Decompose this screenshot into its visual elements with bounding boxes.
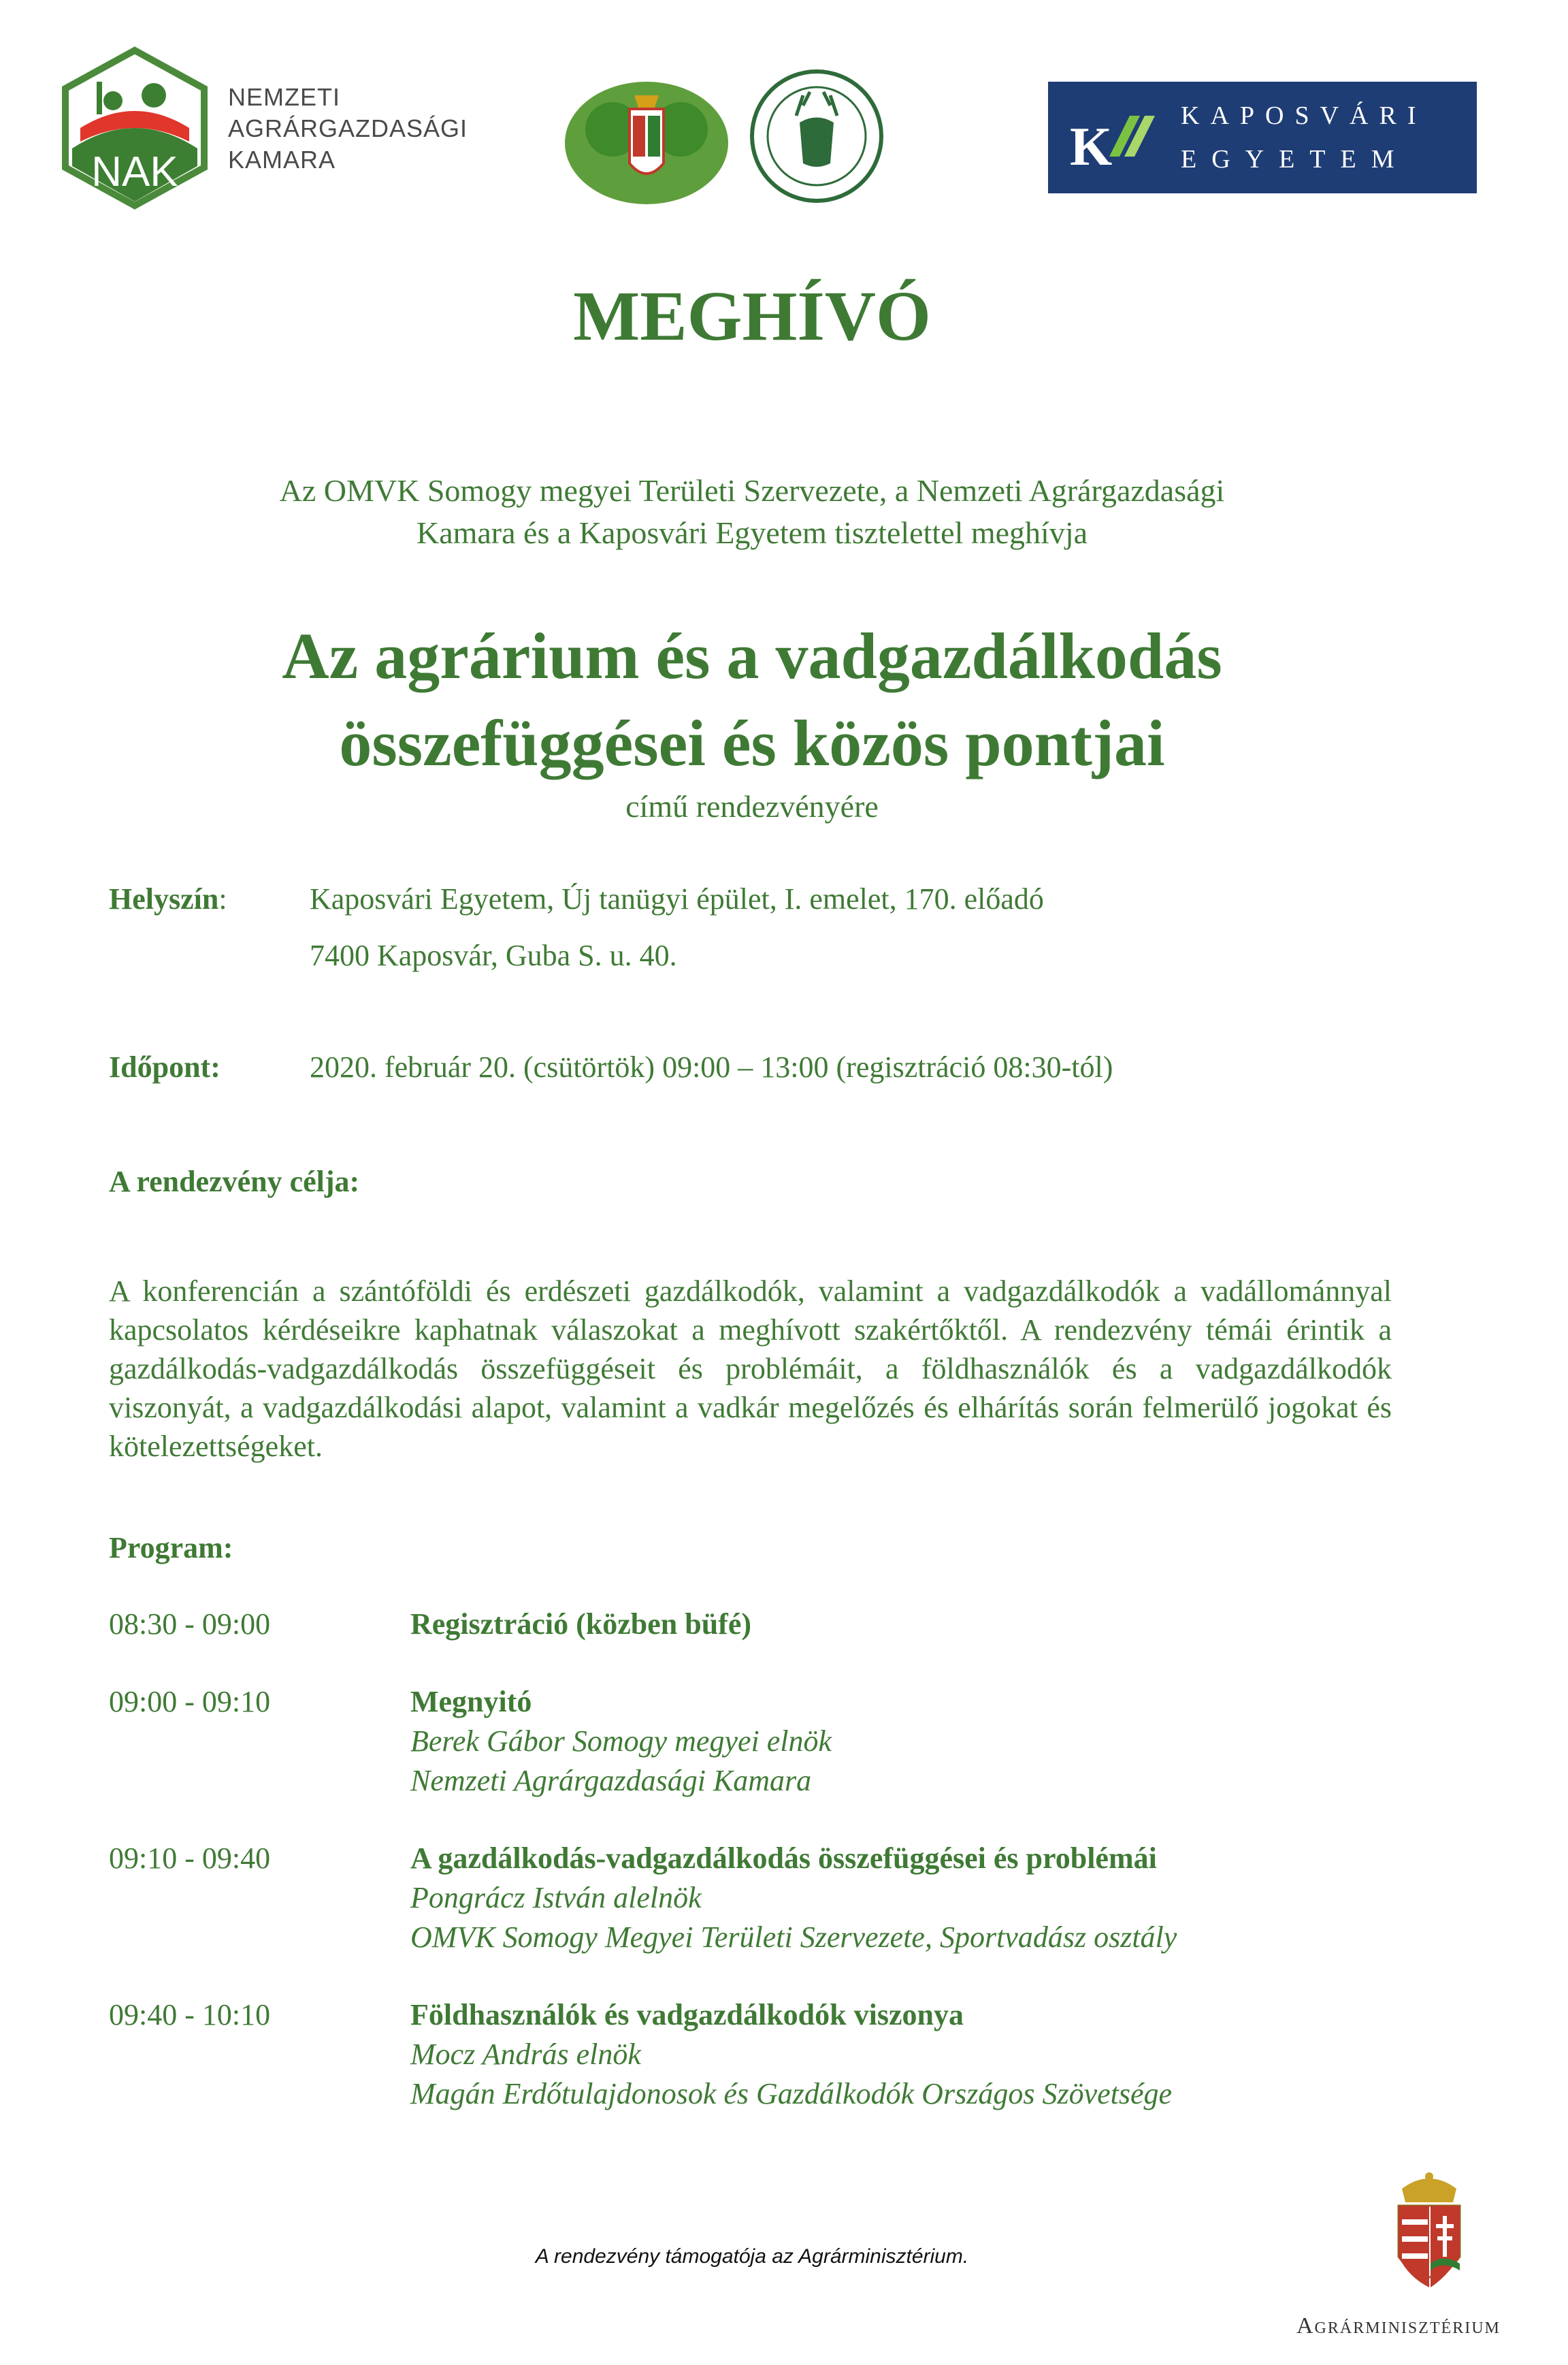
program-organization: Magán Erdőtulajdonosok és Gazdálkodók Országos Szövetsége [410, 2077, 1173, 2110]
event-title [0, 613, 1504, 787]
program-time: 08:30 - 09:00 [109, 1607, 271, 1641]
ministry-name: Agrárminisztérium [1296, 2313, 1501, 2338]
description-paragraph: A konferencián a szántóföldi és erdészeti gazdálkodók, valamint a vadgazdálkodók a vadállománnyal kapcsolatos kérdéseikre kaphatnak válaszokat a meghívott szakértőktől. A rendezvény témái érintik a gazdálkodás-vadgazdálkodás összefüggéseit és problémáit, a földhasználók és a vadgazdálkodók viszonyát, a vadgazdálkodási alapot, valamint a vadkár megelőzés és elhárítás során felmerülő jogokat és kötelezettségeket. [109, 1274, 1392, 1463]
nak-name-line2: AGRÁRGAZDASÁGI [228, 114, 468, 142]
svg-text:K: K [1070, 117, 1113, 177]
program-time: 09:10 - 09:40 [109, 1841, 271, 1875]
association-seal-logo [749, 68, 885, 204]
program-title: Regisztráció (közben büfé) [410, 1607, 752, 1641]
program-organization: OMVK Somogy Megyei Területi Szervezete, Sportvadász osztály [410, 1920, 1177, 1954]
event-title-line2: összefüggései és közös pontjai [339, 707, 1165, 779]
page-title: MEGHÍVÓ [573, 277, 931, 355]
nak-name [228, 82, 468, 176]
nak-name-line3: KAMARA [228, 146, 336, 174]
program-time: 09:00 - 09:10 [109, 1685, 271, 1718]
location-line1: Kaposvári Egyetem, Új tanügyi épület, I. emelet, 170. előadó [310, 882, 1044, 916]
date-value: 2020. február 20. (csütörtök) 09:00 – 13:00 (regisztráció 08:30-tól) [310, 1050, 1113, 1084]
program-title: Földhasználók és vadgazdálkodók viszonya [410, 1998, 964, 2031]
program-time: 09:40 - 10:10 [109, 1998, 271, 2031]
event-subtitle: című rendezvényére [625, 789, 879, 824]
location-line2: 7400 Kaposvár, Guba S. u. 40. [310, 939, 677, 972]
ke-name-line2: EGYETEM [1181, 145, 1409, 174]
program-organization: Nemzeti Agrárgazdasági Kamara [410, 1764, 812, 1797]
program-speaker: Pongrácz István alelnök [410, 1881, 702, 1914]
nak-name-line1: NEMZETI [228, 83, 340, 111]
program-speaker: Berek Gábor Somogy megyei elnök [410, 1724, 832, 1758]
nak-logo [53, 46, 216, 210]
program-title: A gazdálkodás-vadgazdálkodás összefüggései és problémái [410, 1841, 1157, 1875]
purpose-label: A rendezvény célja: [109, 1165, 360, 1198]
program-speaker: Mocz András elnök [410, 2038, 641, 2071]
date-label: Időpont: [109, 1050, 220, 1084]
program-label: Program: [109, 1531, 233, 1564]
svg-text:NAK: NAK [91, 148, 178, 195]
sponsor-note: A rendezvény támogatója az Agrárminisztérium. [535, 2245, 969, 2268]
event-title-line1: Az agrárium és a vadgazdálkodás [282, 620, 1222, 692]
intro-line1: Az OMVK Somogy megyei Területi Szervezete, a Nemzeti Agrárgazdasági [279, 473, 1225, 508]
hungarian-coat-of-arms-icon [1375, 2168, 1484, 2304]
ke-name-line1: KAPOSVÁRI [1181, 101, 1427, 130]
intro-line2: Kamara és a Kaposvári Egyetem tisztelettel meghívja [416, 515, 1088, 550]
location-label: Helyszín: [109, 882, 227, 916]
omvk-logo [558, 68, 735, 211]
ke-emblem-icon [1062, 102, 1171, 177]
program-title: Megnyitó [410, 1685, 532, 1718]
intro-text [0, 470, 1504, 554]
